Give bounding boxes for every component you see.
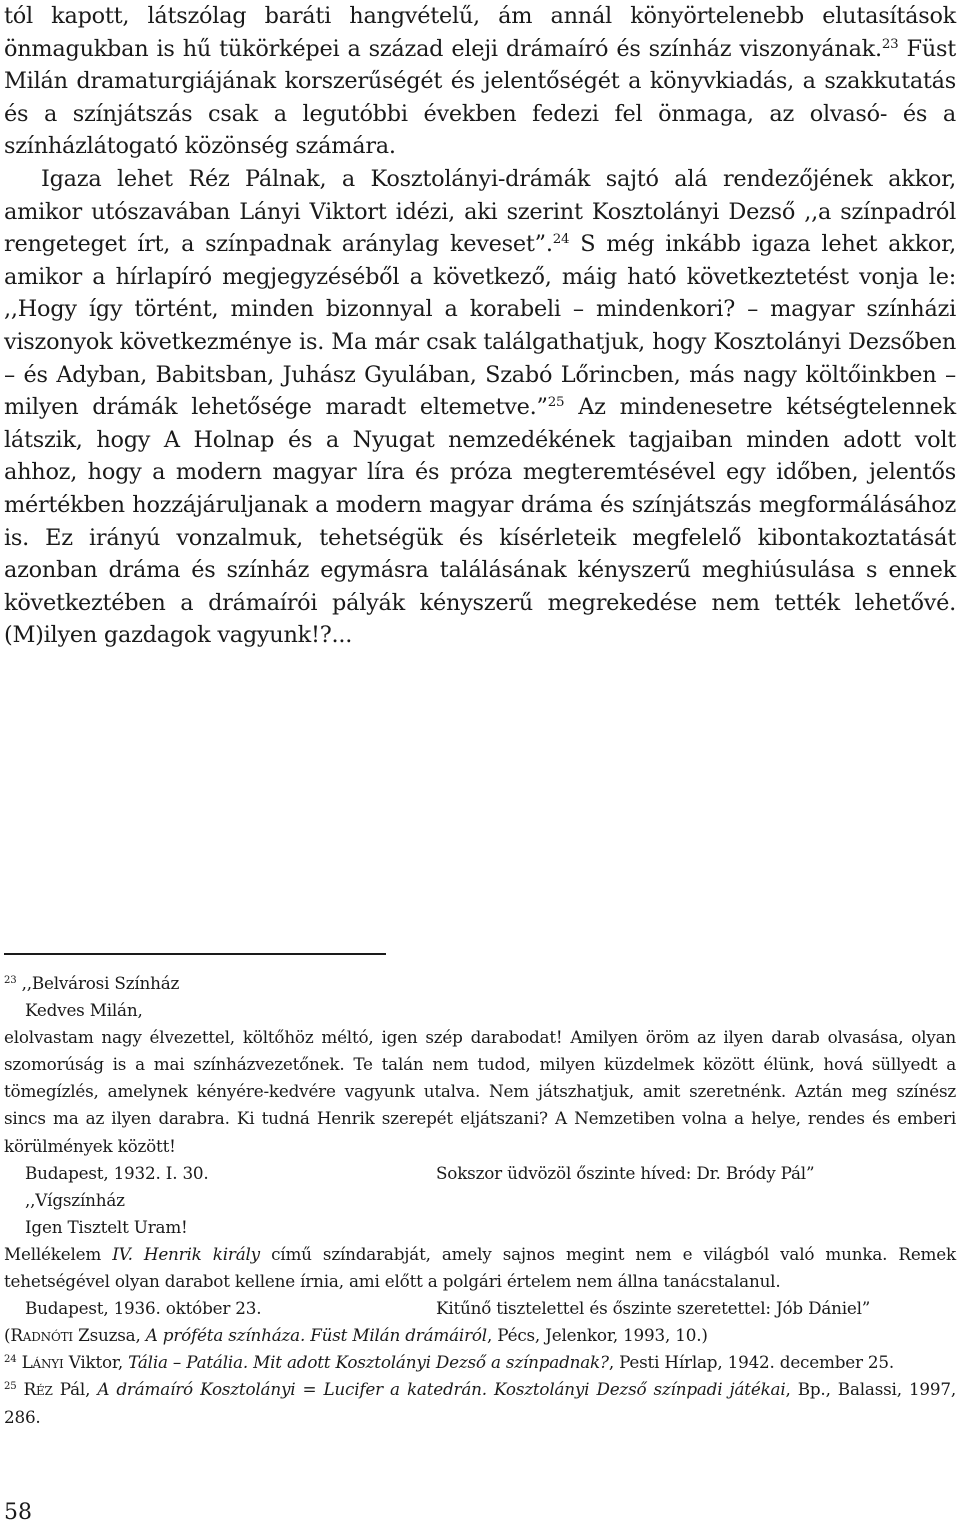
footnote-23-signature-row-2 (4, 1295, 956, 1322)
footnote-23-header-2: ,,Vígszínház (25, 1189, 125, 1210)
footnote-23-salutation-2: Igen Tisztelt Uram! (25, 1216, 188, 1237)
footnote-23-date-2: Budapest, 1936. október 23. (25, 1298, 262, 1319)
body-text (4, 0, 956, 652)
page-number: 58 (4, 1500, 32, 1525)
play-title: IV. Henrik király (112, 1243, 260, 1264)
footnote-23-header: $^{23}$ ,,Belvárosi Színház (4, 973, 180, 993)
footnote-23-letter-2: Mellékelem IV. Henrik király című színdarabját, amely sajnos megint nem e világból való munka. Remek tehetségével olyan darabot kellene írnia, ami előtt a polgári értelem nem állna tanácstalanul. (4, 1243, 956, 1292)
footnote-23-sign-1: Sokszor üdvözöl őszinte híved: Dr. Bródy Pál” (436, 1162, 815, 1183)
footnote-ref-23[interactable]: 23 (881, 36, 899, 52)
footnote-number-24: 24 (4, 1354, 17, 1366)
paragraph-2: Igaza lehet Réz Pálnak, a Kosztolányi-drámák sajtó alá rendezőjének akkor, amikor utószavában Lányi Viktort idézi, aki szerint Kosztolányi Dezső ,,a színpadról rengeteget írt, a színpadnak aránylag keveset”.$^{24}$ S még inkább igaza lehet akkor, amikor a hírlapíró megjegyzéséből a következő, máig ható következtetést vonja le: ,,Hogy így történt, minden bizonnyal a korabeli – mindenkori? – magyar színházi viszonyok következménye is. Ma már csak találgathatjuk, hogy Kosztolányi Dezsőben – és Adyban, Babitsban, Juhász Gyulában, Szabó Lőrincben, más nagy költőinkben – milyen drámák lehetősége maradt eltemetve.”$^{25}$ Az mindenesetre kétségtelennek látszik, hogy A Holnap és a Nyugat nemzedékének tagjaiban minden adott volt ahhoz, hogy a modern magyar líra és próza megteremtésével egy időben, jelentős mértékben hozzájáruljanak a modern magyar dráma és színjátszás megformálásához is. Ez irányú vonzalmuk, tehetségük és kísérleteik megfelelő kibontakoztatását azonban dráma és színház egymásra találásának kényszerű meghiúsulása s ennek következtében a drámaírói pályák kényszerű megrekedése nem tették lehetővé. (M)ilyen gazdagok vagyunk!?... (4, 165, 956, 649)
footnote-number-25: 25 (4, 1381, 17, 1393)
footnote-ref-25[interactable]: 25 (547, 395, 565, 411)
footnote-23-source: (Radnóti Zsuzsa, A próféta színháza. Füst Milán drámáiról, Pécs, Jelenkor, 1993, 10.) (4, 1325, 708, 1346)
footnote-23-date-1: Budapest, 1932. I. 30. (25, 1162, 209, 1183)
footnotes (4, 970, 956, 1431)
footnote-23-salutation-1: Kedves Milán, (25, 1000, 143, 1021)
footnote-23-sign-2: Kitűnő tisztelettel és őszinte szeretettel: Jób Dániel” (436, 1298, 871, 1319)
paragraph-1: tól kapott, látszólag baráti hangvételű, ám annál könyörtelenebb elutasítások önmagukban is hű tükörképei a század eleji drámaíró és színház viszonyának.$^{23}$ Füst Milán dramaturgiájának korszerűségét és jelentőségét a könyvkiadás, a szakkutatás és a színjátszás csak a legutóbbi években fedezi fel önmaga, az olvasó- és a színházlátogató közönség számára. (4, 3, 956, 160)
footnote-ref-24[interactable]: 24 (552, 232, 570, 248)
footnote-23-letter-1: elolvastam nagy élvezettel, költőhöz méltó, igen szép darabodat! Amilyen öröm az ilyen darab olvasása, olyan szomorúság is a mai színházvezetőnek. Te talán nem tudod, milyen küzdelmek között élünk, hová süllyedt a tömegízlés, amelynek kényére-kedvére vagyunk utalva. Nem játszhatjuk, amit szeretnénk. Aztán meg színész sincs ma az ilyen darabra. Ki tudná Henrik szerepét eljátszani? A Nemzetiben volna a helye, rendes és emberi körülmények között! (4, 1027, 956, 1156)
footnote-25: $^{25}$ Réz Pál, A drámaíró Kosztolányi = Lucifer a katedrán. Kosztolányi Dezső színpadi játékai, Bp., Balassi, 1997, 286. (4, 1379, 956, 1427)
footnote-separator (4, 953, 386, 955)
footnote-24: $^{24}$ Lányi Viktor, Tália – Patália. Mit adott Kosztolányi Dezső a színpadnak?, Pesti Hírlap, 1942. december 25. (4, 1352, 895, 1373)
footnote-number-23: 23 (4, 974, 17, 986)
footnote-23-signature-row-1 (4, 1160, 956, 1187)
